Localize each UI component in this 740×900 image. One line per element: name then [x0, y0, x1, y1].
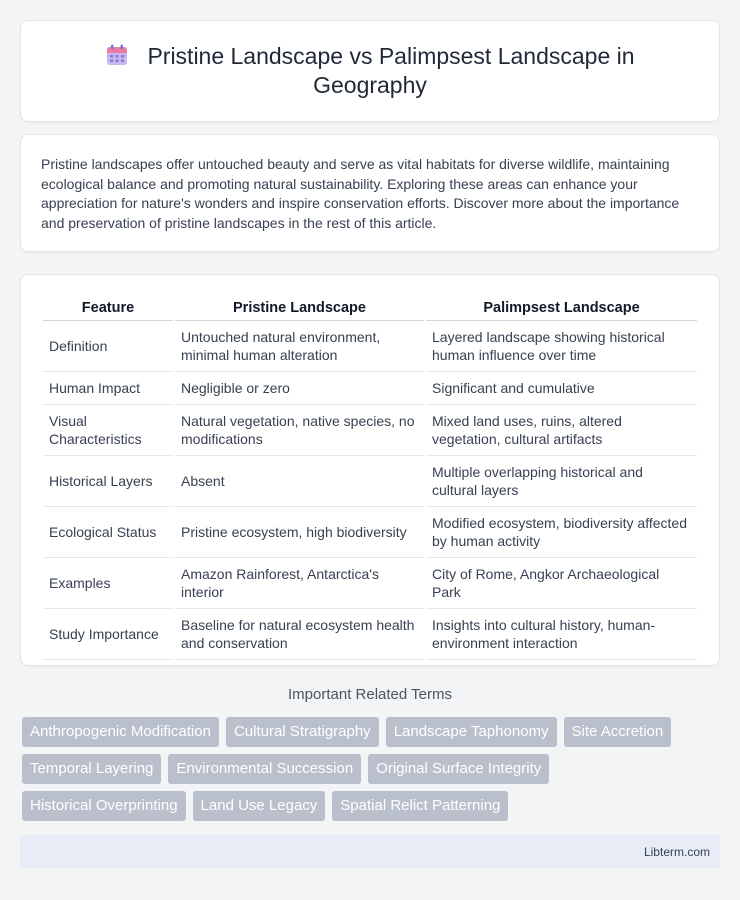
row-pristine: Absent [175, 456, 424, 507]
row-pristine: Natural vegetation, native species, no modifications [175, 405, 424, 456]
calendar-icon [105, 43, 129, 67]
footer [20, 835, 720, 868]
table-row [43, 321, 697, 372]
row-palimpsest: Multiple overlapping historical and cultural layers [426, 456, 697, 507]
table-row [43, 372, 697, 405]
row-feature: Historical Layers [43, 456, 173, 507]
header-feature: Feature [43, 295, 173, 321]
row-palimpsest: Insights into cultural history, human-environment interaction [426, 609, 697, 660]
page-title-text: Pristine Landscape vs Palimpsest Landscape in Geography [147, 43, 635, 98]
term-tag[interactable]: Historical Overprinting [22, 791, 186, 821]
row-pristine: Amazon Rainforest, Antarctica's interior [175, 558, 424, 609]
term-tag[interactable]: Anthropogenic Modification [22, 717, 219, 747]
row-pristine: Baseline for natural ecosystem health and conservation [175, 609, 424, 660]
row-feature: Human Impact [43, 372, 173, 405]
row-feature: Visual Characteristics [43, 405, 173, 456]
comparison-card [20, 274, 720, 666]
comparison-table [41, 295, 699, 660]
footer-site-link[interactable]: Libterm.com [643, 844, 710, 859]
row-pristine: Untouched natural environment, minimal human alteration [175, 321, 424, 372]
table-header-row [43, 295, 697, 321]
related-terms-title: Important Related Terms [288, 686, 452, 703]
row-pristine: Pristine ecosystem, high biodiversity [175, 507, 424, 558]
row-palimpsest: Significant and cumulative [426, 372, 697, 405]
table-row [43, 507, 697, 558]
title-card [20, 20, 720, 122]
row-palimpsest: City of Rome, Angkor Archaeological Park [426, 558, 697, 609]
intro-text: Pristine landscapes offer untouched beauty and serve as vital habitats for diverse wildlife, maintaining ecological balance and promoting natural sustainability. Exploring these areas can enhance your appreciation for nature's wonders and inspire conservation efforts. Discover more about the importance and preservation of pristine landscapes in the rest of this article. [41, 156, 680, 231]
table-row [43, 456, 697, 507]
header-pristine: Pristine Landscape [175, 295, 424, 321]
table-row [43, 405, 697, 456]
table-row [43, 558, 697, 609]
row-feature: Examples [43, 558, 173, 609]
related-terms-list [20, 717, 720, 821]
term-tag[interactable]: Original Surface Integrity [368, 754, 549, 784]
row-feature: Definition [43, 321, 173, 372]
term-tag[interactable]: Cultural Stratigraphy [226, 717, 379, 747]
term-tag[interactable]: Spatial Relict Patterning [332, 791, 508, 821]
term-tag[interactable]: Landscape Taphonomy [386, 717, 557, 747]
term-tag[interactable]: Environmental Succession [168, 754, 361, 784]
table-row [43, 609, 697, 660]
term-tag[interactable]: Site Accretion [564, 717, 672, 747]
intro-card [20, 134, 720, 252]
term-tag[interactable]: Land Use Legacy [193, 791, 326, 821]
row-feature: Ecological Status [43, 507, 173, 558]
header-palimpsest: Palimpsest Landscape [426, 295, 697, 321]
term-tag[interactable]: Temporal Layering [22, 754, 161, 784]
page-title [61, 42, 679, 100]
row-feature: Study Importance [43, 609, 173, 660]
row-palimpsest: Modified ecosystem, biodiversity affected by human activity [426, 507, 697, 558]
row-palimpsest: Mixed land uses, ruins, altered vegetation, cultural artifacts [426, 405, 697, 456]
row-pristine: Negligible or zero [175, 372, 424, 405]
row-palimpsest: Layered landscape showing historical human influence over time [426, 321, 697, 372]
